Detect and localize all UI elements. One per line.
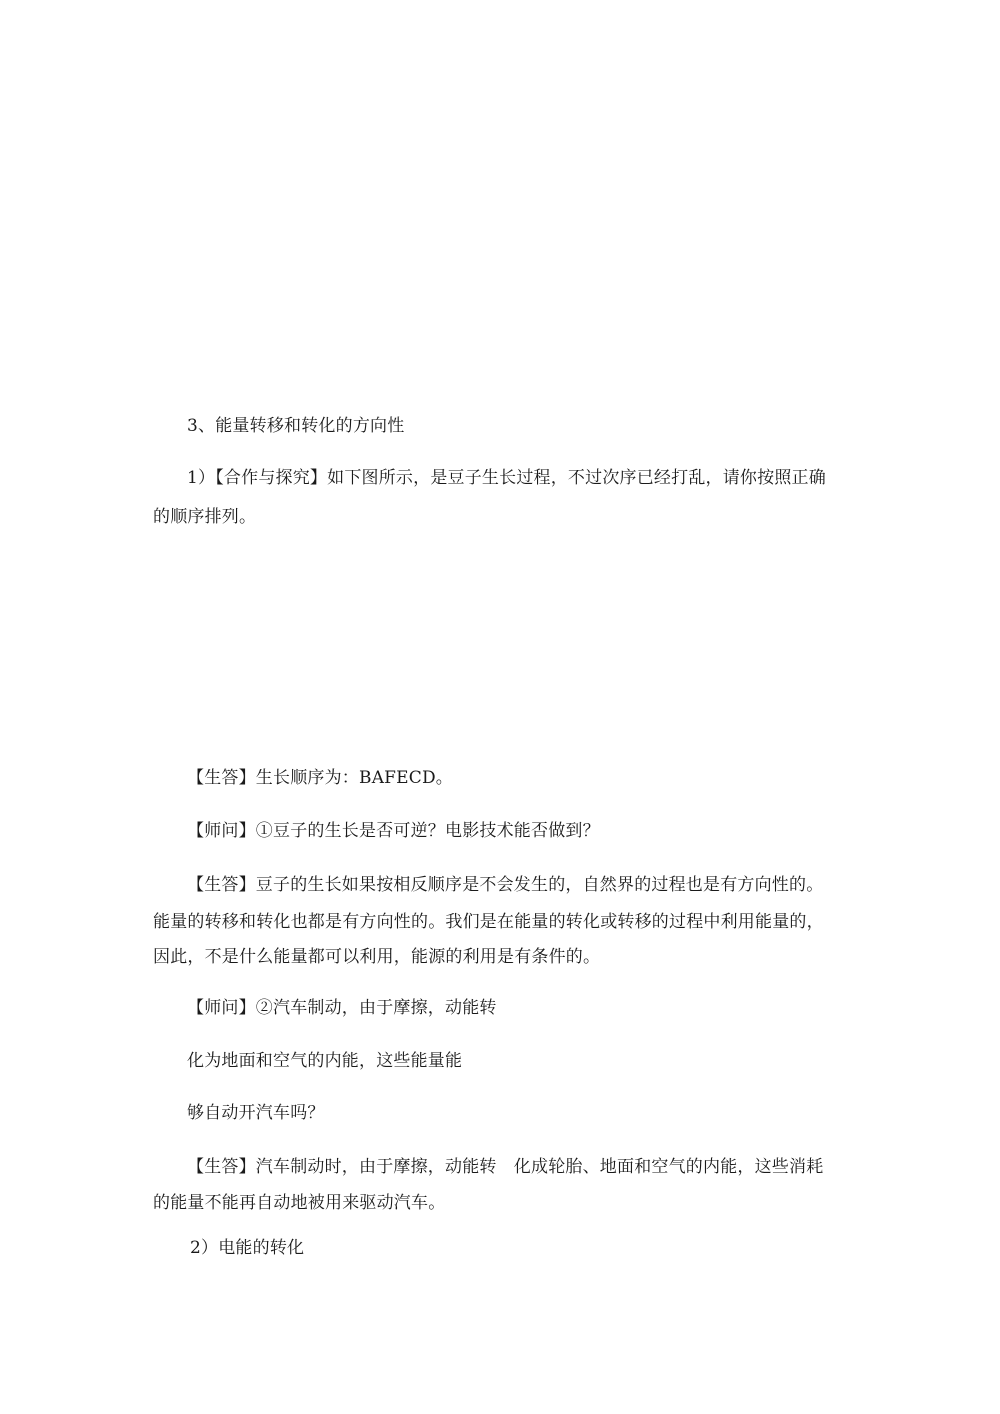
teacher-question-2-line-1: 【师问】②汽车制动，由于摩擦，动能转: [187, 998, 497, 1018]
teacher-question-2-line-3: 够自动开汽车吗？: [187, 1103, 325, 1123]
student-answer-2-line-3: 因此，不是什么能量都可以利用，能源的利用是有条件的。: [153, 947, 601, 967]
intro-paragraph-line-1: 1）【合作与探究】如下图所示，是豆子生长过程，不过次序已经打乱，请你按照正确: [187, 468, 826, 488]
student-answer-3-line-2: 的能量不能再自动地被用来驱动汽车。: [153, 1193, 446, 1213]
intro-paragraph-line-2: 的顺序排列。: [153, 507, 257, 527]
student-answer-3-line-1: 【生答】汽车制动时，由于摩擦，动能转 化成轮胎、地面和空气的内能，这些消耗: [187, 1157, 824, 1177]
part2-heading: 2）电能的转化: [190, 1238, 305, 1258]
student-answer-1: 【生答】生长顺序为：BAFECD。: [187, 768, 454, 788]
student-answer-2-line-2: 能量的转移和转化也都是有方向性的。我们是在能量的转化或转移的过程中利用能量的，: [153, 912, 824, 932]
teacher-question-2-line-2: 化为地面和空气的内能，这些能量能: [187, 1051, 463, 1071]
section-heading: 3、能量转移和转化的方向性: [187, 416, 405, 436]
teacher-question-1: 【师问】①豆子的生长是否可逆？电影技术能否做到？: [187, 821, 600, 841]
student-answer-2-line-1: 【生答】豆子的生长如果按相反顺序是不会发生的，自然界的过程也是有方向性的。: [187, 875, 824, 895]
